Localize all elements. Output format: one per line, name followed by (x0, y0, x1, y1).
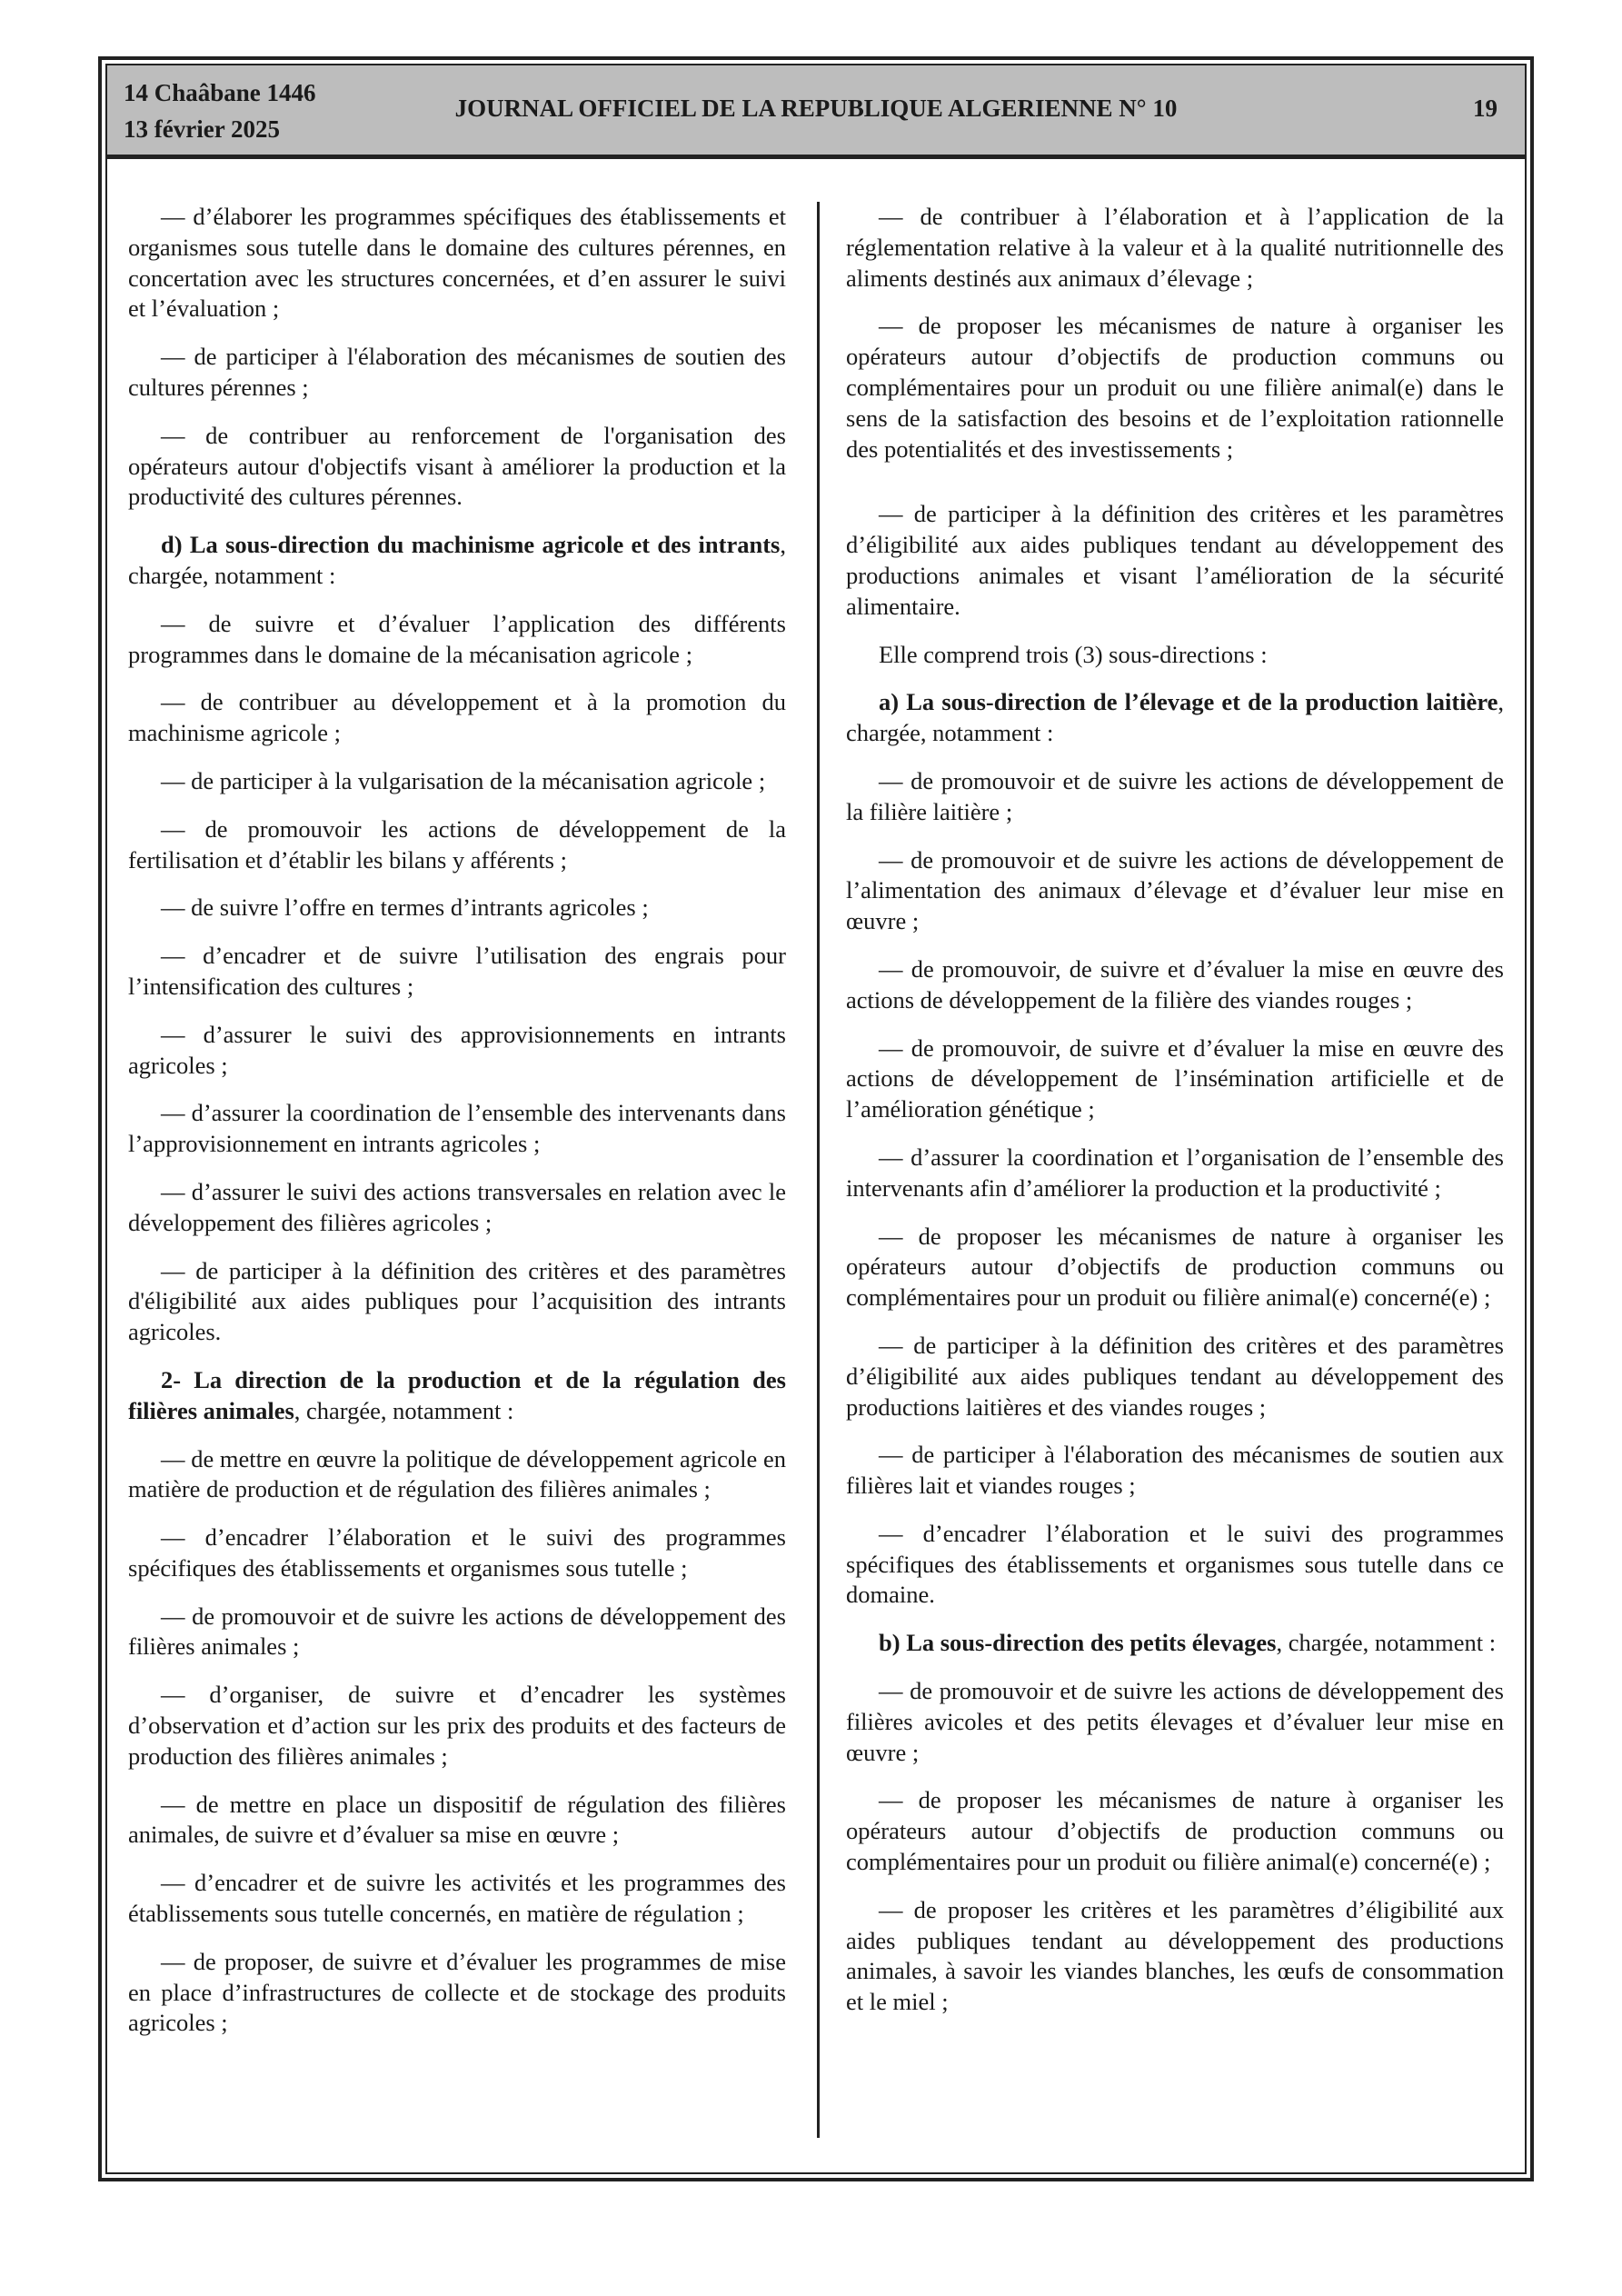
paragraph-text: — de participer à la définition des critères et les paramètres d’éligibilité aux aides publiques tendant au développement des productions animales et visant l’amélioration de la sécurité alimentaire. (846, 500, 1504, 620)
paragraph-text: — de promouvoir et de suivre les actions de développement des filières animales ; (128, 1602, 786, 1661)
paragraph (128, 1020, 786, 1082)
paragraph-text: , chargée, notamment : (128, 531, 786, 589)
paragraph (128, 1177, 786, 1239)
paragraph-text: , chargée, notamment : (1276, 1629, 1497, 1657)
journal-title: JOURNAL OFFICIEL DE LA REPUBLIQUE ALGERIENNE N° 10 (454, 95, 1178, 122)
paragraph-text: — de mettre en place un dispositif de régulation des filières animales, de suivre et d’évaluer sa mise en œuvre ; (128, 1790, 786, 1849)
paragraph-text: — de contribuer à l’élaboration et à l’application de la réglementation relative à la valeur et à la qualité nutritionnelle des aliments destinés aux animaux d’élevage ; (846, 203, 1504, 292)
paragraph-text: — de promouvoir et de suivre les actions de développement de la filière laitière ; (846, 766, 1504, 825)
paragraph (128, 1947, 786, 2039)
paragraph (846, 499, 1504, 622)
paragraph (846, 640, 1504, 671)
paragraph-text: — de suivre l’offre en termes d’intrants agricoles ; (161, 893, 649, 922)
paragraph-text: — de promouvoir et de suivre les actions de développement de l’alimentation des animaux d’élevage et d’évaluer leur mise en œuvre ; (846, 845, 1504, 935)
paragraph-text: — d’encadrer et de suivre les activités et les programmes des établissements sous tutelle concernés, en matière de régulation ; (128, 1869, 786, 1928)
paragraph (846, 1785, 1504, 1877)
paragraph-text: — d’encadrer et de suivre l’utilisation des engrais pour l’intensification des cultures ; (128, 942, 786, 1000)
paragraph (128, 766, 786, 797)
section-heading-paragraph (128, 1365, 786, 1427)
paragraph (128, 893, 786, 923)
page-frame (98, 56, 1534, 2181)
paragraph-text: Elle comprend trois (3) sous-directions : (879, 640, 1268, 668)
paragraph (128, 1790, 786, 1852)
paragraph-text: — de contribuer au renforcement de l'organisation des opérateurs autour d'objectifs visant à améliorer la production et la productivité des cultures pérennes. (128, 421, 786, 511)
paragraph-text: — de proposer les mécanismes de nature à organiser les opérateurs autour d’objectifs de production communs ou complémentaires pour un produit ou une filière animal(e) dans le sens de la satisfaction des besoins et de l’exploitation rationnelle des potentialités et des investissements ; (846, 312, 1504, 463)
paragraph-text: — de participer à la vulgarisation de la mécanisation agricole ; (161, 766, 766, 794)
paragraph-text: — d’assurer le suivi des actions transversales en relation avec le développement des filières agricoles ; (128, 1177, 786, 1236)
paragraph (846, 845, 1504, 937)
section-heading-paragraph (846, 687, 1504, 749)
paragraph (128, 1680, 786, 1772)
paragraph-text: — de participer à l'élaboration des mécanismes de soutien des cultures pérennes ; (128, 343, 786, 401)
paragraph (846, 954, 1504, 1016)
left-column (128, 202, 786, 2056)
paragraph (846, 1519, 1504, 1611)
paragraph (128, 421, 786, 513)
paragraph (846, 1676, 1504, 1768)
paragraph (846, 1033, 1504, 1125)
right-column (846, 202, 1504, 2035)
paragraph-text: — de promouvoir les actions de développement de la fertilisation et d’établir les bilans y afférents ; (128, 814, 786, 873)
paragraph (128, 1098, 786, 1160)
journal-header (107, 65, 1525, 159)
paragraph (128, 1868, 786, 1930)
paragraph (128, 202, 786, 324)
paragraph-text: — de proposer les mécanismes de nature à organiser les opérateurs autour d’objectifs de production communs ou complémentaires pour un produit ou filière animal(e) concerné(e) ; (846, 1222, 1504, 1312)
paragraph-text: — d’encadrer l’élaboration et le suivi des programmes spécifiques des établissements et organismes sous tutelle dans ce domaine. (846, 1519, 1504, 1609)
paragraph-text: — d’assurer la coordination de l’ensemble des intervenants dans l’approvisionnement en intrants agricoles ; (128, 1099, 786, 1158)
page-number: 19 (1473, 95, 1498, 122)
paragraph (128, 814, 786, 876)
page-inner-frame (105, 64, 1527, 2174)
gregorian-date: 13 février 2025 (124, 115, 280, 143)
paragraph (128, 609, 786, 671)
paragraph-text: — de suivre et d’évaluer l’application des différents programmes dans le domaine de la mécanisation agricole ; (128, 609, 786, 668)
paragraph (128, 342, 786, 404)
section-heading: b) La sous-direction des petits élevages (879, 1629, 1277, 1657)
paragraph (128, 1256, 786, 1348)
paragraph (128, 941, 786, 1003)
section-heading-paragraph (846, 1628, 1504, 1659)
paragraph (128, 1444, 786, 1506)
paragraph-text: — d’assurer la coordination et l’organisation de l’ensemble des intervenants afin d’améliorer la production et la productivité ; (846, 1143, 1504, 1202)
section-heading: a) La sous-direction de l’élevage et de la production laitière (879, 688, 1498, 716)
paragraph-text: — de contribuer au développement et à la promotion du machinisme agricole ; (128, 688, 786, 747)
paragraph-text: , chargée, notamment : (846, 688, 1504, 747)
paragraph (128, 1522, 786, 1584)
section-heading: d) La sous-direction du machinisme agricole et des intrants (161, 531, 781, 559)
column-divider (817, 202, 820, 2138)
paragraph-text: — d’assurer le suivi des approvisionnements en intrants agricoles ; (128, 1020, 786, 1079)
paragraph (846, 1440, 1504, 1502)
paragraph-text: — de participer à la définition des critères et des paramètres d'éligibilité aux aides publiques pour l’acquisition des intrants agricoles. (128, 1256, 786, 1346)
paragraph-text: — de promouvoir, de suivre et d’évaluer la mise en œuvre des actions de développement de la filière des viandes rouges ; (846, 954, 1504, 1013)
paragraph-text: — de participer à l'élaboration des mécanismes de soutien aux filières lait et viandes rouges ; (846, 1441, 1504, 1500)
paragraph (128, 687, 786, 749)
paragraph-text: — de promouvoir et de suivre les actions de développement des filières avicoles et des petits élevages et d’évaluer leur mise en œuvre ; (846, 1677, 1504, 1766)
paragraph-text: — de proposer les mécanismes de nature à organiser les opérateurs autour d’objectifs de production communs ou complémentaires pour un produit ou filière animal(e) concerné(e) ; (846, 1786, 1504, 1876)
section-heading: 2- La direction de la production et de la régulation des filières animales (128, 1365, 786, 1424)
paragraph-text: — d’élaborer les programmes spécifiques des établissements et organismes sous tutelle dans le domaine des cultures pérennes, en concertation avec les structures concernées, et d’en assurer le suivi et l’évaluation ; (128, 203, 786, 323)
paragraph (846, 1222, 1504, 1313)
paragraph-text: — d’encadrer l’élaboration et le suivi des programmes spécifiques des établissements et organismes sous tutelle ; (128, 1523, 786, 1582)
paragraph (846, 766, 1504, 828)
paragraph-text: — de promouvoir, de suivre et d’évaluer la mise en œuvre des actions de développement de l’insémination artificielle et de l’amélioration génétique ; (846, 1033, 1504, 1123)
paragraph (846, 1143, 1504, 1204)
paragraph (128, 1602, 786, 1663)
section-heading-paragraph (128, 530, 786, 592)
paragraph-text: — d’organiser, de suivre et d’encadrer les systèmes d’observation et d’action sur les prix des produits et des facteurs de production des filières animales ; (128, 1681, 786, 1770)
paragraph-text: — de proposer les critères et les paramètres d’éligibilité aux aides publiques tendant au développement des productions animales, à savoir les viandes blanches, les œufs de consommation et le miel ; (846, 1895, 1504, 2016)
paragraph-text: — de participer à la définition des critères et des paramètres d’éligibilité aux aides publiques tendant au développement des productions laitières et des viandes rouges ; (846, 1331, 1504, 1421)
paragraph-text: — de proposer, de suivre et d’évaluer les programmes de mise en place d’infrastructures de collecte et de stockage des produits agricoles ; (128, 1947, 786, 2037)
hijri-date: 14 Chaâbane 1446 (124, 79, 316, 106)
paragraph-text: , chargée, notamment : (294, 1396, 514, 1424)
paragraph (846, 1331, 1504, 1423)
paragraph (846, 202, 1504, 294)
paragraph-text: — de mettre en œuvre la politique de développement agricole en matière de production et de régulation des filières animales ; (128, 1444, 786, 1503)
paragraph (846, 311, 1504, 464)
paragraph (846, 1895, 1504, 2018)
